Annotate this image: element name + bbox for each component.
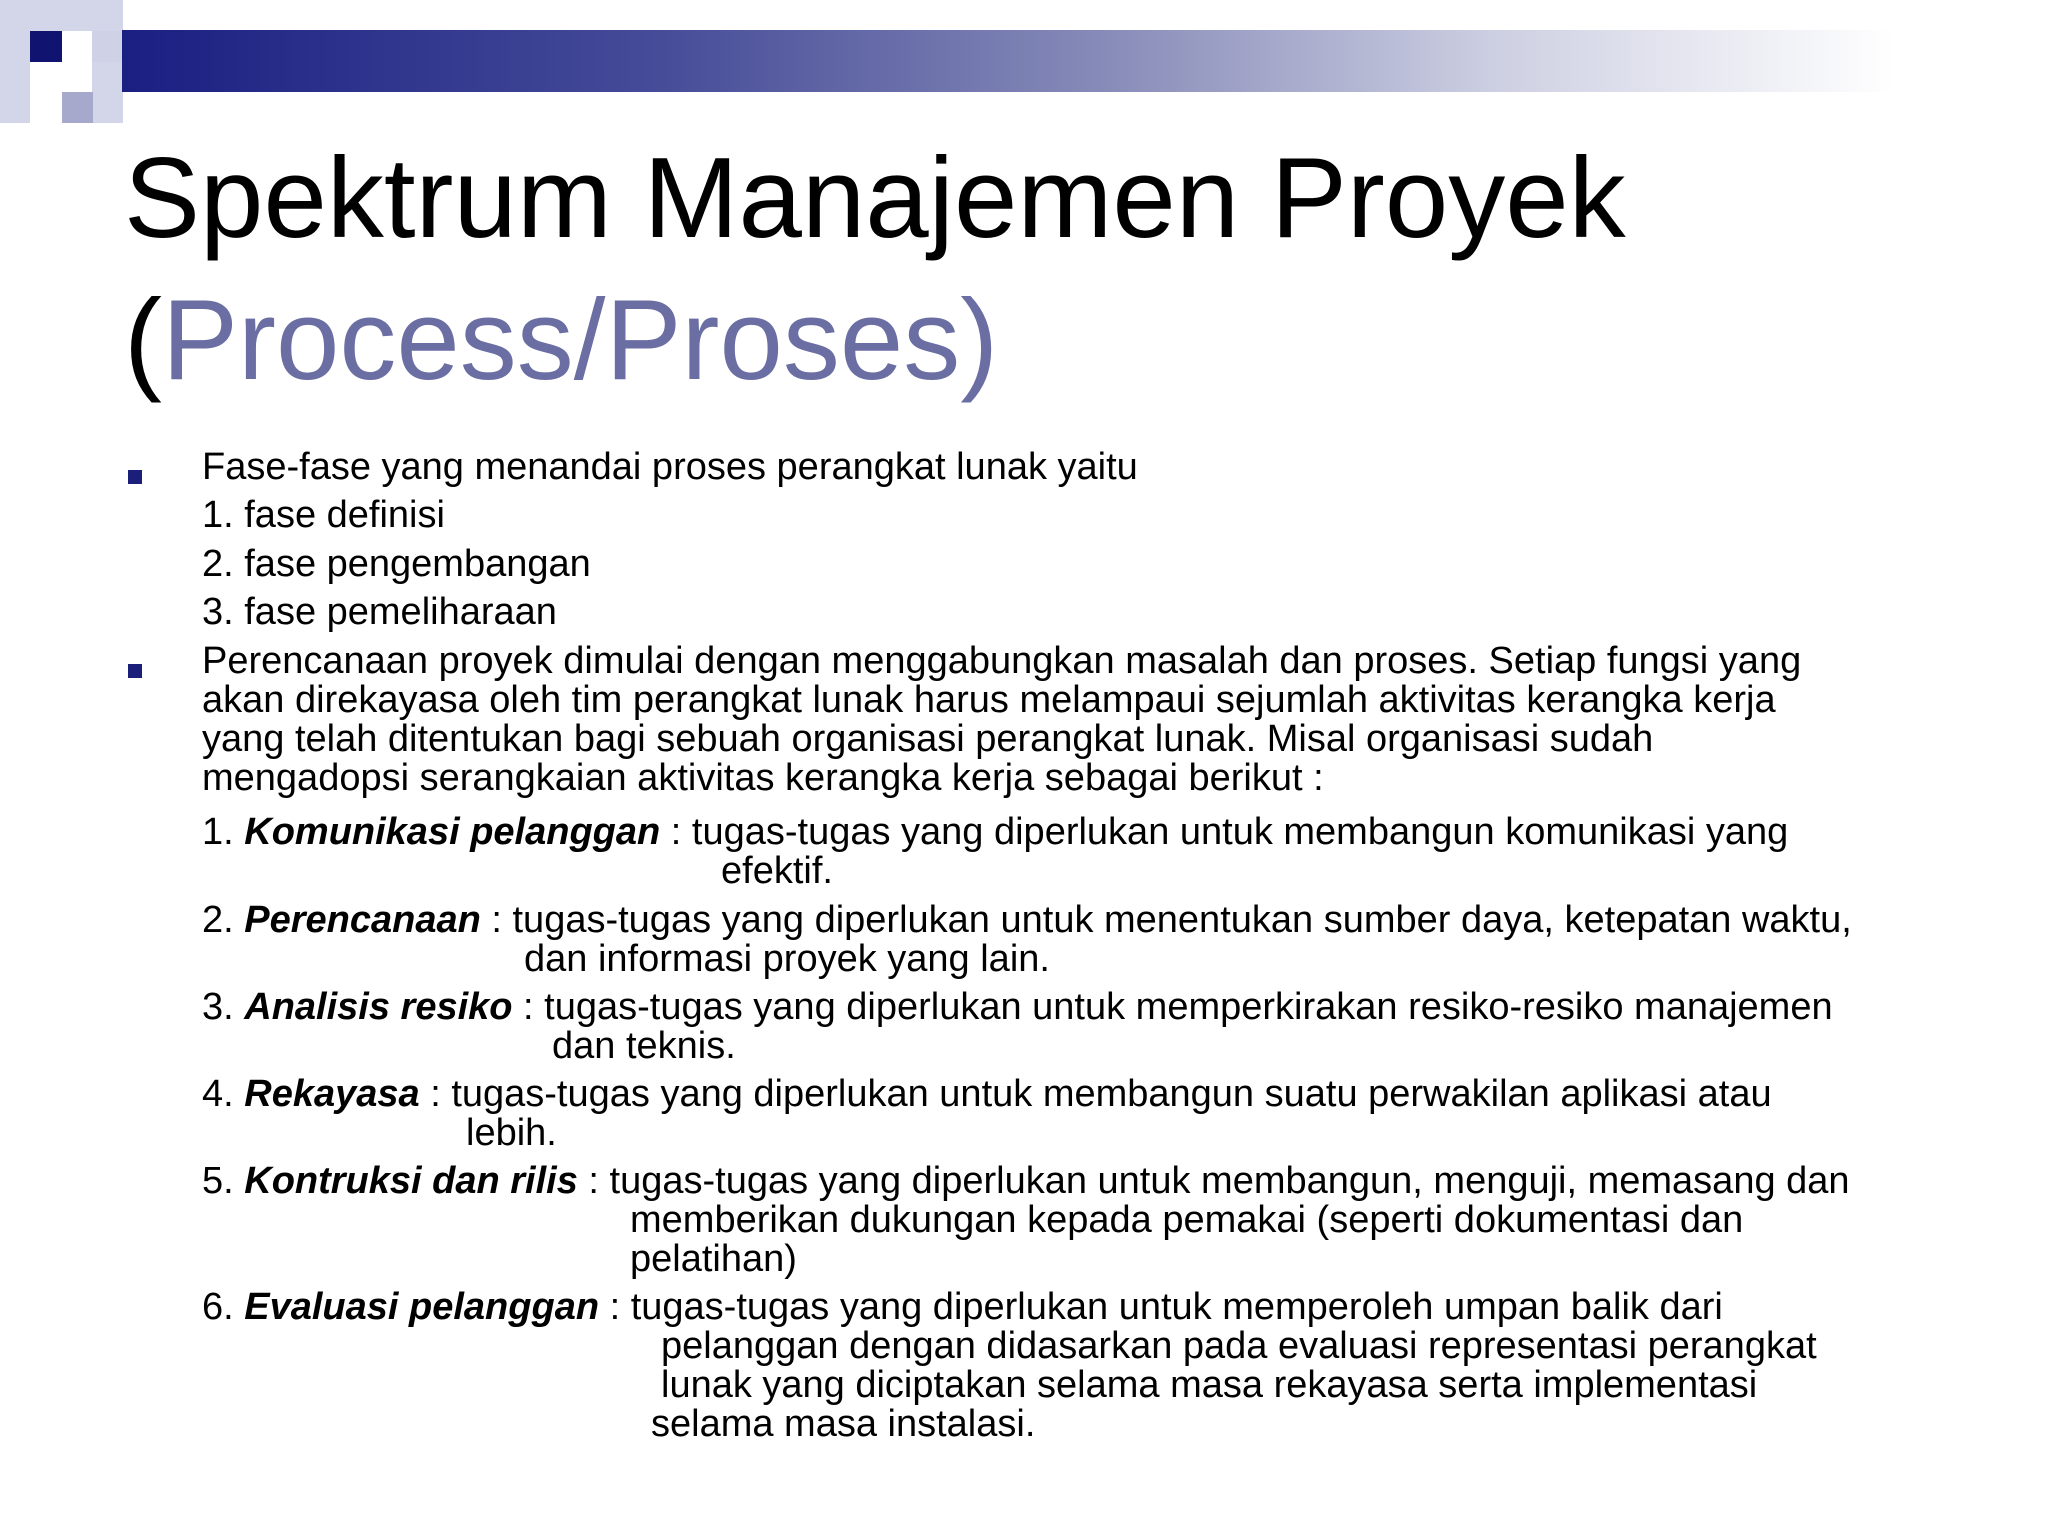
activity-desc-cont: pelanggan dengan didasarkan pada evaluasi representasi perangkat <box>661 1325 1817 1367</box>
paragraph-line: yang telah ditentukan bagi sebuah organisasi perangkat lunak. Misal organisasi sudah <box>202 718 1654 760</box>
activity-term: Perencanaan <box>244 899 481 941</box>
activity-term: Komunikasi pelanggan <box>244 811 661 853</box>
activity-term: Evaluasi pelanggan <box>244 1286 600 1328</box>
activity-desc: : tugas-tugas yang diperlukan untuk memperkirakan resiko-resiko manajemen <box>512 986 1833 1028</box>
bullet-square-icon <box>128 664 142 678</box>
bullet-paragraph <box>202 642 1992 798</box>
slide-title <box>124 128 1984 412</box>
activity-desc: : tugas-tugas yang diperlukan untuk membangun suatu perwakilan aplikasi atau <box>419 1073 1772 1115</box>
activity-desc: : tugas-tugas yang diperlukan untuk memperoleh umpan balik dari <box>599 1286 1723 1328</box>
activity-desc: : tugas-tugas yang diperlukan untuk membangun komunikasi yang <box>660 811 1789 853</box>
activity-item <box>202 813 1982 891</box>
activity-number: 1. <box>202 811 245 853</box>
activity-item <box>202 1288 1982 1444</box>
activity-number: 6. <box>202 1286 245 1328</box>
activity-desc-cont: selama masa instalasi. <box>651 1403 1036 1445</box>
activity-item <box>202 901 1982 979</box>
activity-desc-cont: pelatihan) <box>630 1238 797 1280</box>
paragraph-line: mengadopsi serangkaian aktivitas kerangka kerja sebagai berikut : <box>202 757 1324 799</box>
bullet-square-icon <box>128 470 142 484</box>
activity-desc: : tugas-tugas yang diperlukan untuk menentukan sumber daya, ketepatan waktu, <box>480 899 1852 941</box>
activity-desc-cont: lebih. <box>466 1112 557 1154</box>
paragraph-line: Perencanaan proyek dimulai dengan menggabungkan masalah dan proses. Setiap fungsi yang <box>202 640 1802 682</box>
bullet-text: Fase-fase yang menandai proses perangkat lunak yaitu <box>202 446 1138 488</box>
activity-number: 5. <box>202 1160 245 1202</box>
activity-number: 3. <box>202 986 245 1028</box>
phase-item: 3. fase pemeliharaan <box>202 591 557 633</box>
header-decor-square <box>30 31 62 62</box>
activity-item <box>202 1075 1982 1153</box>
activity-desc-cont: lunak yang diciptakan selama masa rekayasa serta implementasi <box>661 1364 1758 1406</box>
activity-item <box>202 988 1982 1066</box>
title-line-2: Process/Proses) <box>161 277 999 404</box>
activity-desc: : tugas-tugas yang diperlukan untuk membangun, menguji, memasang dan <box>577 1160 1850 1202</box>
header-gradient-bar <box>122 30 2048 92</box>
activity-term: Analisis resiko <box>244 986 513 1028</box>
paragraph-line: akan direkayasa oleh tim perangkat lunak harus melampaui sejumlah aktivitas kerangka kerja <box>202 679 1776 721</box>
title-line-1: Spektrum Manajemen Proyek <box>124 135 1626 262</box>
phase-item: 1. fase definisi <box>202 494 445 536</box>
activity-term: Kontruksi dan rilis <box>244 1160 578 1202</box>
title-paren: ( <box>124 277 162 404</box>
activity-item <box>202 1162 1982 1279</box>
activity-term: Rekayasa <box>244 1073 420 1115</box>
activity-desc-cont: dan informasi proyek yang lain. <box>524 938 1050 980</box>
header-decor-square <box>62 92 93 123</box>
activity-desc-cont: memberikan dukungan kepada pemakai (seperti dokumentasi dan <box>630 1199 1744 1241</box>
activity-number: 2. <box>202 899 245 941</box>
activity-number: 4. <box>202 1073 245 1115</box>
activity-desc-cont: efektif. <box>721 850 833 892</box>
activity-desc-cont: dan teknis. <box>552 1025 736 1067</box>
header-decor-square <box>0 31 30 123</box>
phase-item: 2. fase pengembangan <box>202 543 591 585</box>
